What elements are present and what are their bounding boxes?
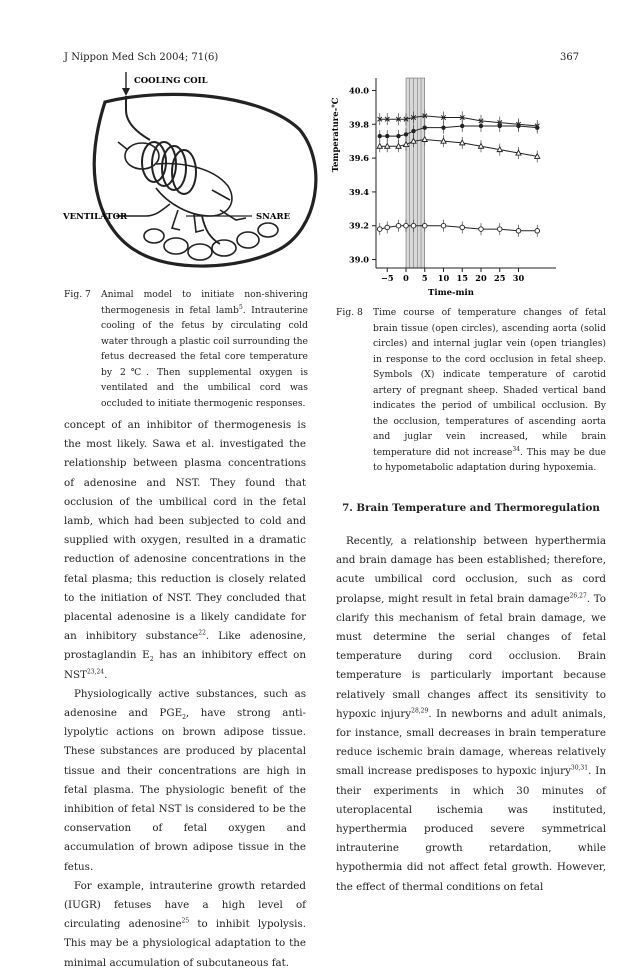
- data-point: [441, 223, 446, 228]
- data-point: [396, 223, 401, 228]
- cooling-coil-arrowhead-icon: [122, 88, 130, 96]
- data-point: [498, 124, 502, 128]
- y-ticks: [349, 85, 376, 264]
- data-point: [441, 125, 445, 129]
- ventilator-label: VENTILATOR: [63, 212, 128, 222]
- data-point: [385, 225, 390, 230]
- snare-label: SNARE: [256, 212, 291, 222]
- right-column-body: [336, 532, 606, 897]
- figure-8-chart: [328, 70, 578, 302]
- x-axis-label: Time-min: [428, 288, 474, 298]
- figure-7-caption-label: Fig. 7: [64, 289, 91, 300]
- page-number: 367: [560, 52, 580, 63]
- x-tick-label: 15: [456, 273, 468, 283]
- data-point: [404, 223, 409, 228]
- x-tick-label: 10: [437, 273, 450, 283]
- y-tick-label: 39.8: [349, 119, 369, 130]
- data-point: [404, 132, 408, 136]
- paragraph-brain-temperature: Recently, a relationship between hyperthermia and brain damage has been established; therefore, acute umbilical cord occlusion, such as cord prolapse, might result in fetal brain damage$^{26,27}$. To clarify this mechanism of fetal brain damage, we must determine the serial changes of fetal temperature during cord occlusion. Brain temperature is particularly important because relatively small changes affect its sensitivity to hypoxic injury$^{28,29}$. In newborns and adult animals, for instance, small decreases in brain temperature reduce ischemic brain damage, whereas relatively small increase predisposes to hypoxic injury$^{30,31}$. In their experiments in which 30 minutes of uteroplacental ischemia was instituted, hyperthermia produced severe symmetrical intrauterine growth retardation, while hypothermia did not affect fetal growth. However, the effect of thermal conditions on fetal: [336, 535, 607, 893]
- x-tick-label: −5: [380, 273, 394, 283]
- x-tick-label: 5: [421, 273, 428, 283]
- section-heading: 7. Brain Temperature and Thermoregulation: [342, 502, 600, 514]
- paragraph-physiologically-active: Physiologically active substances, such as adenosine and $PGE_2$, have strong anti-lypolytic actions on brown adipose tissue. These substances are produced by placental tissue and their concentrations are high in fetal plasma. The physiologic benefit of the inhibition of fetal NST is considered to be the conservation of fetal oxygen and accumulation of brown adipose tissue in the fetus.: [64, 687, 306, 873]
- y-tick-label: 39.4: [349, 186, 369, 197]
- data-point: [377, 227, 382, 232]
- data-point: [460, 225, 465, 230]
- data-point: [378, 134, 382, 138]
- fetal-lamb-icon: [118, 142, 246, 232]
- x-ticks: [381, 268, 525, 283]
- data-point: [535, 125, 539, 129]
- plastic-coil: [126, 96, 196, 194]
- journal-header: J Nippon Med Sch 2004; 71(6): [64, 52, 219, 63]
- figure-7-illustration: [60, 70, 322, 280]
- data-point: [385, 134, 389, 138]
- data-point: [516, 229, 521, 234]
- occlusion-band: [406, 78, 425, 268]
- figure-8-caption-label: Fig. 8: [336, 307, 363, 318]
- data-point: [535, 229, 540, 234]
- figure-8-caption: [336, 305, 606, 473]
- x-tick-label: 0: [403, 273, 409, 283]
- paragraph-adenosine: concept of an inhibitor of thermogenesis is the most likely. Sawa et al. investigated the relationship between plasma concentrations of adenosine and NST. They found that occlusion of the umbilical cord in the fetal lamb, which had been subjected to cold and supplied with oxygen, resulted in a dramatic reduction of adenosine concentrations in the fetal plasma; this reduction is closely related to the initiation of NST. They concluded that placental adenosine is a likely candidate for an inhibitory substance$^{22}$. Like adenosine, prostaglandin $E_2$ has an inhibitory effect on NST$^{23,24}$.: [64, 419, 306, 681]
- umbilical-cord: [202, 216, 220, 244]
- y-axis-label: Temperature-℃: [331, 97, 341, 173]
- paragraph-iugr: For example, intrauterine growth retarded (IUGR) fetuses have a high level of circulating adenosine$^{25}$ to inhibit lypolysis. This may be a physiological adaptation to the minimal accumulation of subcutaneous fat.: [64, 879, 306, 969]
- cooling-coil-label: COOLING COIL: [134, 76, 208, 86]
- figure-8-caption-text: Time course of temperature changes of fetal brain tissue (open circles), ascending aorta (solid circles) and internal juglar vein (open triangles) in response to the cord occlusion in fetal sheep. Symbols (X) indicate temperature of carotid artery of pregnant sheep. Shaded vertical band indicates the period of umbilical occlusion. By the occlusion, temperatures of ascending aorta and juglar vein increased, while brain temperature did not increase$^{34}$. This may be due to hypometabolic adaptation during hypoxemia.: [373, 307, 606, 473]
- y-tick-label: 39.0: [349, 254, 369, 265]
- x-tick-label: 20: [475, 273, 487, 283]
- series-line-2: [380, 139, 538, 156]
- figure-7-caption: [64, 287, 308, 409]
- x-tick-label: 25: [494, 273, 506, 283]
- data-point: [423, 125, 427, 129]
- data-point: [479, 124, 483, 128]
- data-point: [497, 227, 502, 232]
- series-line-0: [380, 116, 538, 126]
- data-point: [396, 134, 400, 138]
- data-point: [460, 124, 464, 128]
- y-tick-label: 39.2: [349, 220, 369, 231]
- y-tick-label: 40.0: [349, 85, 369, 96]
- data-point: [516, 124, 520, 128]
- data-point: [479, 227, 484, 232]
- series-line-1: [380, 126, 538, 136]
- data-point: [411, 223, 416, 228]
- left-column-body: [64, 416, 306, 973]
- x-tick-label: 30: [512, 273, 525, 283]
- figure-7-caption-text: Animal model to initiate non-shivering thermogenesis in fetal lamb$^5$. Intrauterine cooling of the fetus by circulating cold water through a plastic coil surrounding the fetus decreased the fetal core temperature by 2℃. Then supplemental oxygen is ventilated and the umbilical cord was occluded to initiate thermogenic responses.: [101, 289, 308, 409]
- data-point: [422, 223, 427, 228]
- y-tick-label: 39.6: [349, 153, 369, 164]
- placenta-cotyledons: [144, 223, 278, 260]
- series-group: [377, 110, 540, 237]
- data-point: [411, 129, 415, 133]
